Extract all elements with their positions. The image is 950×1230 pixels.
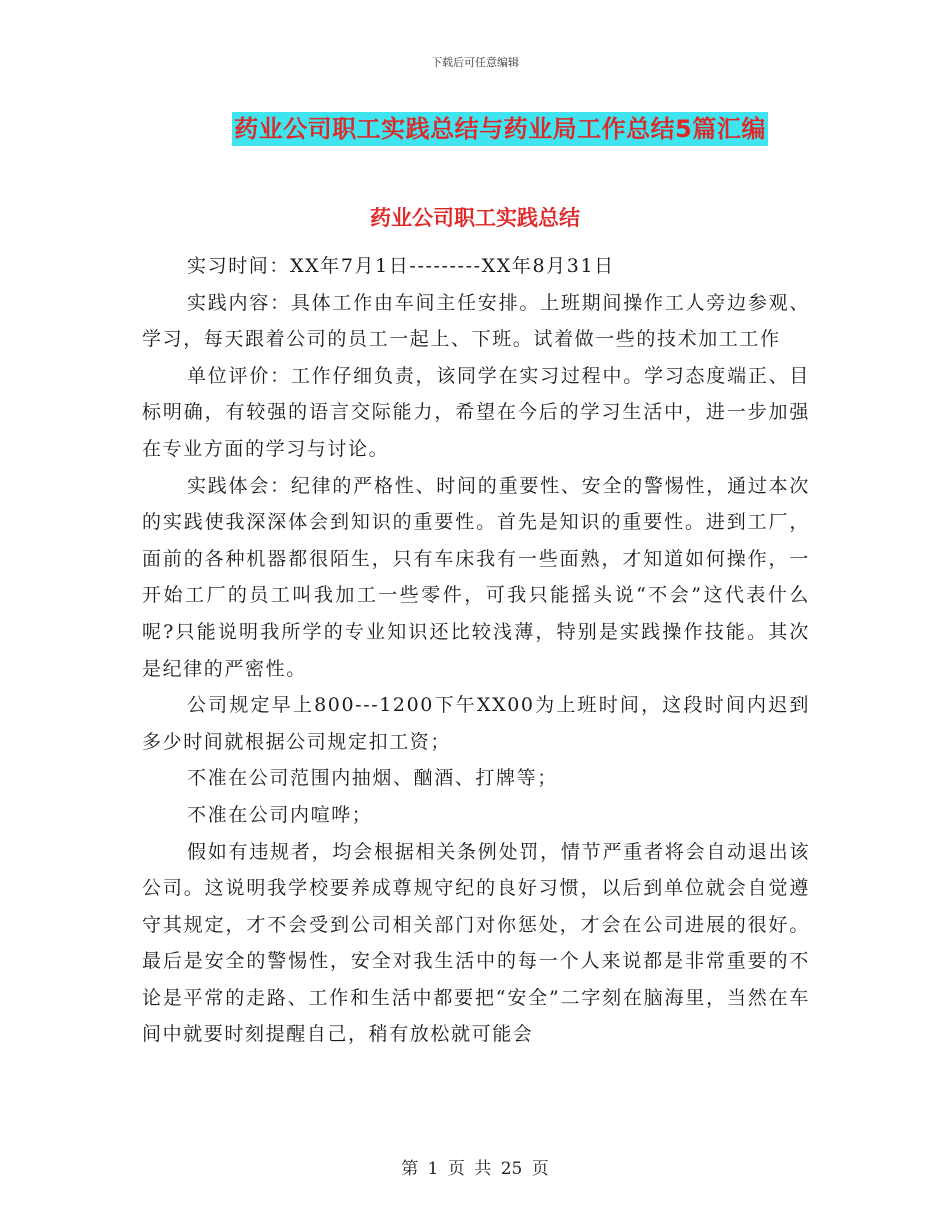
document-body <box>142 248 810 1053</box>
page-number-footer: 第 1 页 共 25 页 <box>401 1159 549 1179</box>
document-title-container <box>0 112 950 146</box>
section-heading: 药业公司职工实践总结 <box>370 206 580 230</box>
paragraph-unit-evaluation: 单位评价：工作仔细负责，该同学在实习过程中。学习态度端正、目标明确，有较强的语言交际能力，希望在今后的学习生活中，进一步加强在专业方面的学习与讨论。 <box>142 364 810 460</box>
paragraph-practice-experience: 实践体会：纪律的严格性、时间的重要性、安全的警惕性，通过本次的实践使我深深体会到知识的重要性。首先是知识的重要性。进到工厂，面前的各种机器都很陌生，只有车床我有一些面熟，才知道如何操作，一开始工厂的员工叫我加工一些零件，可我只能摇头说“不会”这代表什么呢?只能说明我所学的专业知识还比较浅薄，特别是实践操作技能。其次是纪律的严密性。 <box>142 474 810 680</box>
document-title: 药业公司职工实践总结与药业局工作总结5篇汇编 <box>232 112 768 146</box>
paragraph-no-smoking-rule: 不准在公司范围内抽烟、酗酒、打牌等； <box>187 767 558 790</box>
paragraph-internship-period: 实习时间：XX年7月1日---------XX年8月31日 <box>187 255 615 277</box>
paragraph-practice-content: 实践内容：具体工作由车间主任安排。上班期间操作工人旁边参观、学习，每天跟着公司的员工一起上、下班。试着做一些的技术加工工作 <box>142 291 810 351</box>
paragraph-work-hours-rule: 公司规定早上800---1200下午XX00为上班时间，这段时间内迟到多少时间就根据公司规定扣工资； <box>142 694 810 753</box>
paragraph-violation-and-safety: 假如有违规者，均会根据相关条例处罚，情节严重者将会自动退出该公司。这说明我学校要养成尊规守纪的良好习惯，以后到单位就会自觉遵守其规定，才不会受到公司相关部门对你惩处，才会在公司进展的很好。最后是安全的警惕性，安全对我生活中的每一个人来说都是非常重要的不论是平常的走路、工作和生活中都要把“安全”二字刻在脑海里，当然在车间中就要时刻提醒自己，稍有放松就可能会 <box>142 840 810 1046</box>
paragraph-no-noise-rule: 不准在公司内喧哗； <box>187 803 373 826</box>
page-header-note: 下载后可任意编辑 <box>431 56 519 69</box>
